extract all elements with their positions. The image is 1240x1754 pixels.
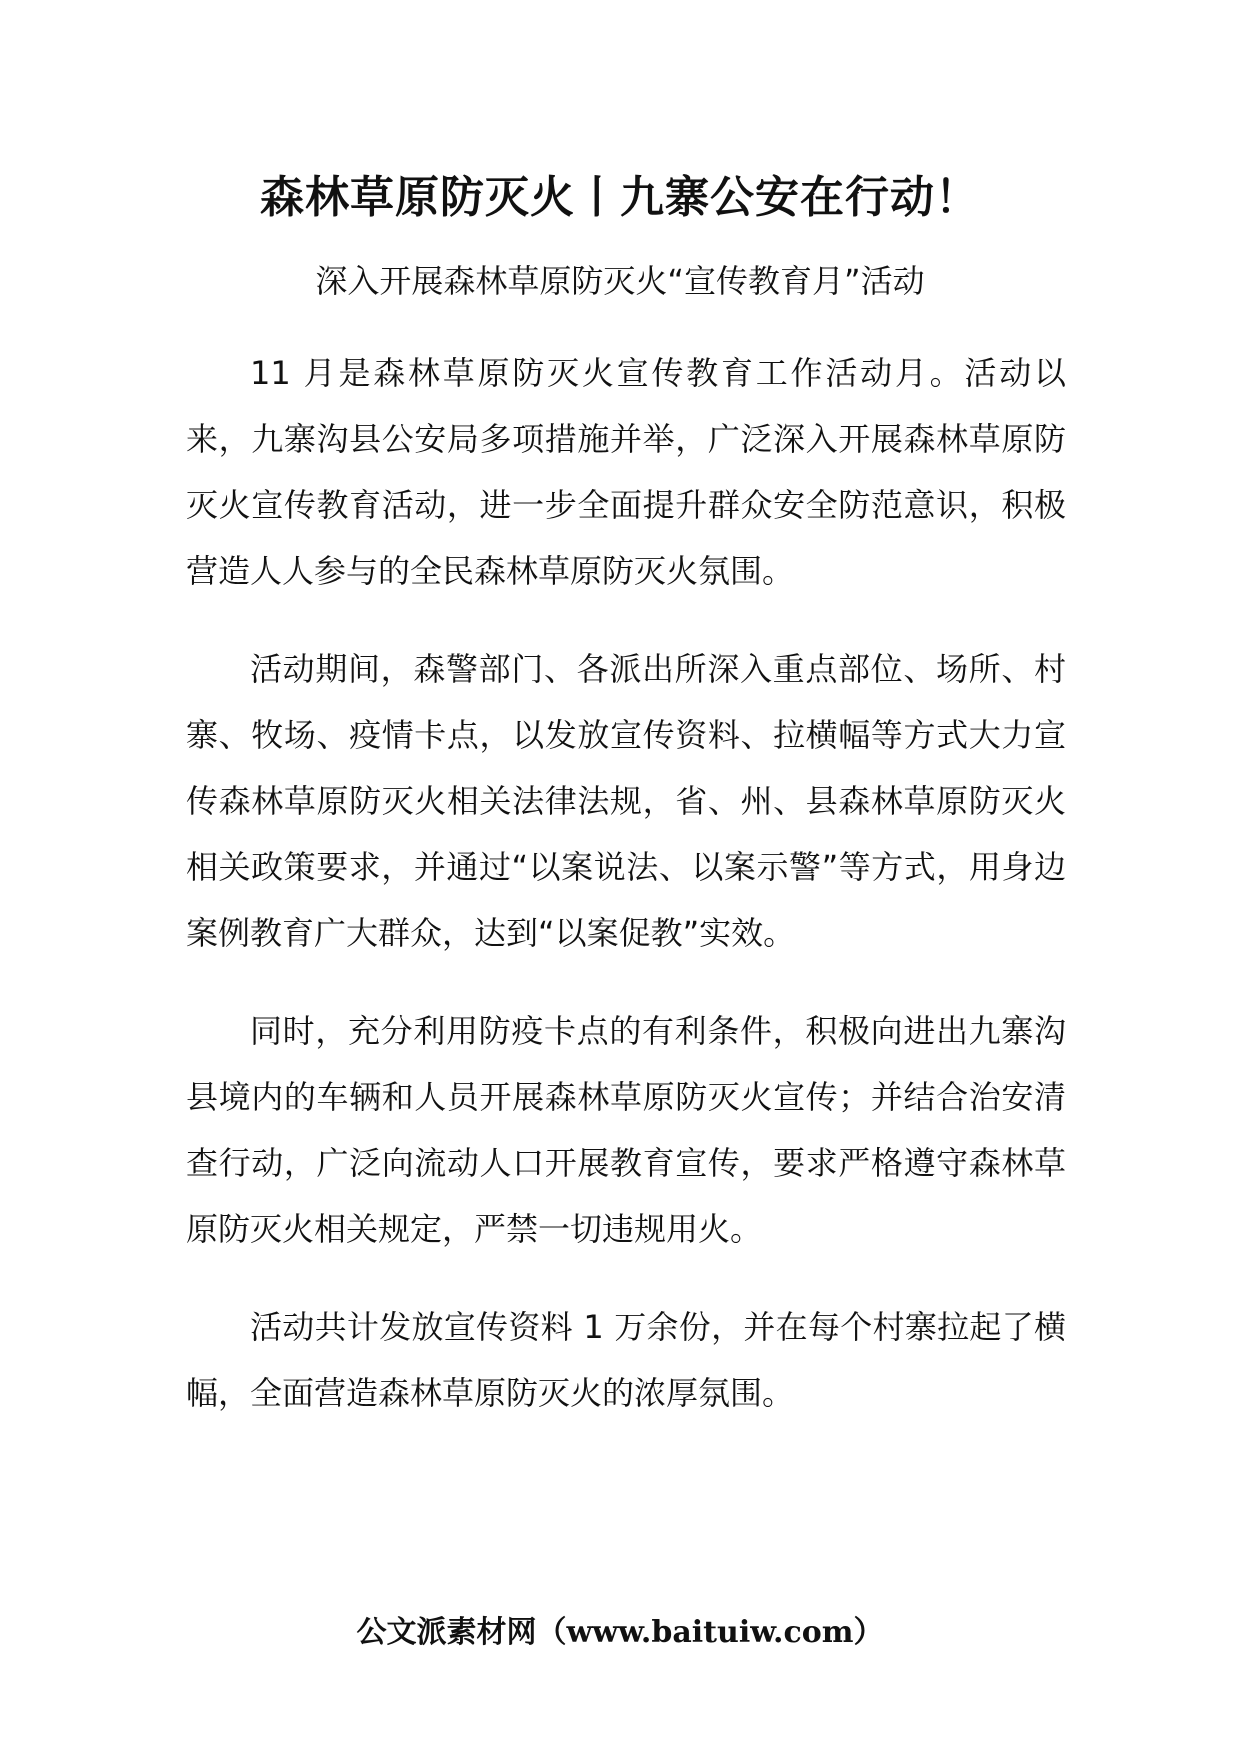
document-title: 森林草原防灭火丨九寨公安在行动！ [260,172,980,223]
paragraph-4: 活动共计发放宣传资料 1 万余份，并在每个村寨拉起了横幅，全面营造森林草原防灭火的浓厚氛围。 [186,1308,1066,1412]
document-body [186,340,1066,1458]
footer-source: 公文派素材网（www.baituiw.com） [356,1615,884,1650]
paragraph-3: 同时，充分利用防疫卡点的有利条件，积极向进出九寨沟县境内的车辆和人员开展森林草原防灭火宣传；并结合治安清查行动，广泛向流动人口开展教育宣传，要求严格遵守森林草原防灭火相关规定，严禁一切违规用火。 [186,1012,1066,1248]
paragraph-1: 11 月是森林草原防灭火宣传教育工作活动月。活动以来，九寨沟县公安局多项措施并举，广泛深入开展森林草原防灭火宣传教育活动，进一步全面提升群众安全防范意识，积极营造人人参与的全民森林草原防灭火氛围。 [186,354,1066,590]
paragraph-2: 活动期间，森警部门、各派出所深入重点部位、场所、村寨、牧场、疫情卡点，以发放宣传资料、拉横幅等方式大力宣传森林草原防灭火相关法律法规，省、州、县森林草原防灭火相关政策要求，并通过“以案说法、以案示警”等方式，用身边案例教育广大群众，达到“以案促教”实效。 [186,650,1066,952]
document-subtitle: 深入开展森林草原防灭火“宣传教育月”活动 [315,262,925,300]
